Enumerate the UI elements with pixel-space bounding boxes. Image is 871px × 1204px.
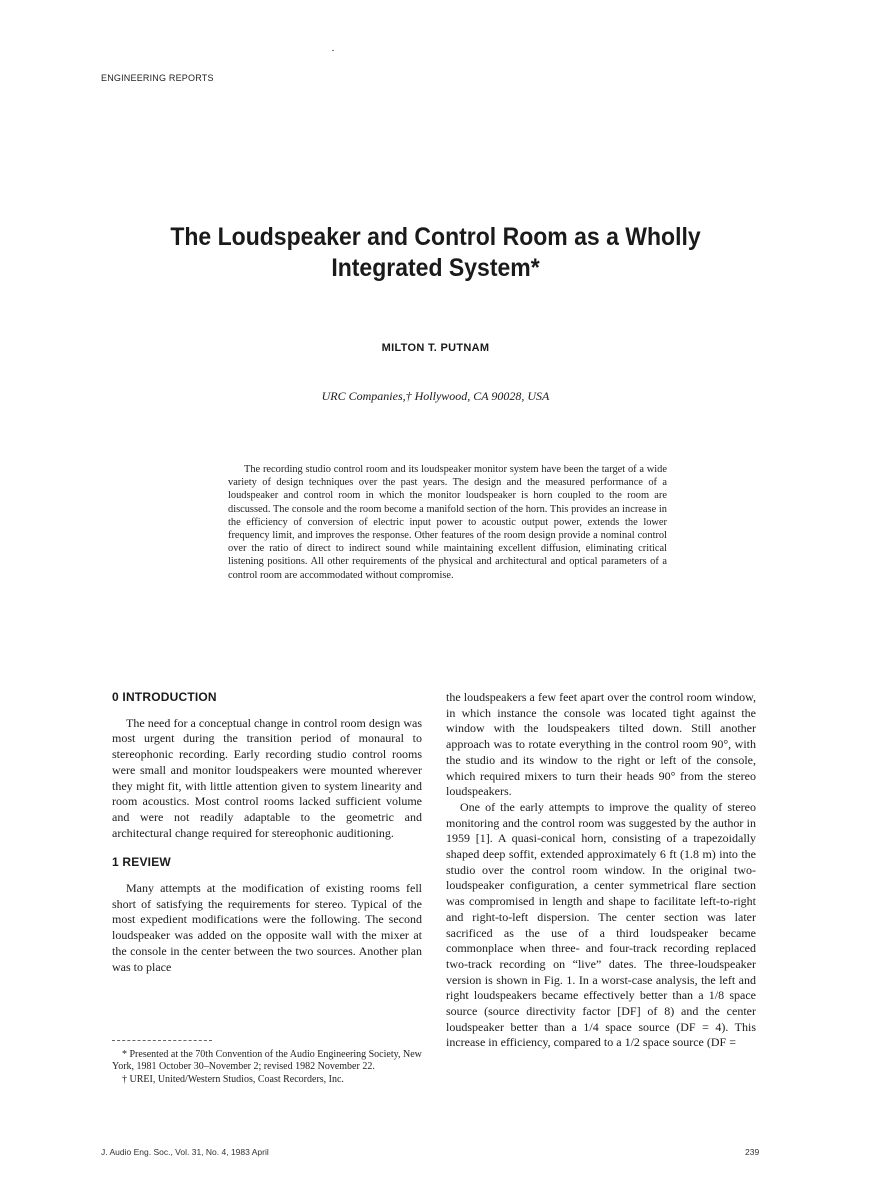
introduction-paragraph: The need for a conceptual change in control room design was most urgent during the transition period of monaural to stereophonic recording. Early recording studio control rooms were small and monitor loudspeakers were mounted wherever they might fit, with little attention given to system linearity and room acoustics. Most control rooms lacked sufficient volume and were not readily adaptable to the geometric and architectural change required for stereophonic auditioning. [112, 715, 422, 840]
title-line-2: Integrated System* [331, 254, 540, 282]
right-column [446, 690, 756, 1051]
author-affiliation: URC Companies,† Hollywood, CA 90028, USA [321, 389, 550, 403]
introduction-heading: 0 INTRODUCTION [112, 690, 217, 704]
scan-speck [332, 50, 334, 51]
title-line-1: The Loudspeaker and Control Room as a Wholly [170, 223, 701, 251]
author-name: MILTON T. PUTNAM [381, 342, 490, 354]
left-column [112, 690, 422, 975]
review-paragraph-2: One of the early attempts to improve the quality of stereo monitoring and the control room was suggested by the author in 1959 [1]. A quasi-conical horn, consisting of a trapezoidally shaped deep soffit, extended approximately 6 ft (1.8 m) into the studio over the control room window. In the original two-loudspeaker configuration, a center symmetrical flare section was compromised in length and shape to facilitate left-to-right and right-to-left dispersion. The center section was later sacrificed as the use of a third loudspeaker became commonplace when three- and four-track recording replaced two-track recording on “live” dates. The three-loudspeaker version is shown in Fig. 1. In a worst-case analysis, the left and right loudspeakers became effectively better than a 1/8 space source (source directivity factor [DF] of 8) and the center loudspeaker better than a 1/4 space source (DF = 4). This increase in efficiency, compared to a 1/2 space source (DF = [446, 799, 756, 1050]
paper-title [127, 222, 744, 284]
abstract: The recording studio control room and its loudspeaker monitor system have been the target of a wide variety of design techniques over the past years. The design and the measured performance of a loudspeaker and control room in which the monitor loudspeaker is horn coupled to the room are discussed. The console and the room become a manifold section of the horn. This provides an increase in the efficiency of conversion of electric input power to acoustic output power, extends the lower frequency limit, and improves the response. Other features of the room design provide a nominal control over the ratio of direct to indirect sound while maintaining excellent diffusion, eliminating critical listening positions. All other requirements of the physical and architectural and optical parameters of a control room are accommodated without compromise. [228, 464, 667, 581]
footnote-affiliation: † UREI, United/Western Studios, Coast Recorders, Inc. [122, 1074, 344, 1085]
review-paragraph-1: Many attempts at the modification of existing rooms fell short of satisfying the requirements for stereo. Typical of the most expedient modifications were the following. The second loudspeaker was added on the opposite wall with the mixer at the console in the center between the two sources. Another plan was to place [112, 881, 422, 974]
page-number: 239 [745, 1147, 760, 1157]
review-heading: 1 REVIEW [112, 855, 171, 870]
journal-citation: J. Audio Eng. Soc., Vol. 31, No. 4, 1983 April [101, 1147, 269, 1157]
running-header: ENGINEERING REPORTS [101, 73, 214, 83]
review-paragraph-1-continued: the loudspeakers a few feet apart over the control room window, in which instance the console was located tight against the window with the loudspeakers tilted down. Still another approach was to rotate everything in the control room 90°, with the studio and its window to the right or left of the console, which required mixers to turn their heads 90° from the stereo loudspeakers. [446, 690, 756, 799]
footnotes [112, 1049, 422, 1087]
footnote-presented: * Presented at the 70th Convention of the Audio Engineering Society, New York, 1981 October 30–November 2; revised 1982 November 22. [112, 1049, 422, 1072]
footnote-rule [112, 1040, 212, 1041]
